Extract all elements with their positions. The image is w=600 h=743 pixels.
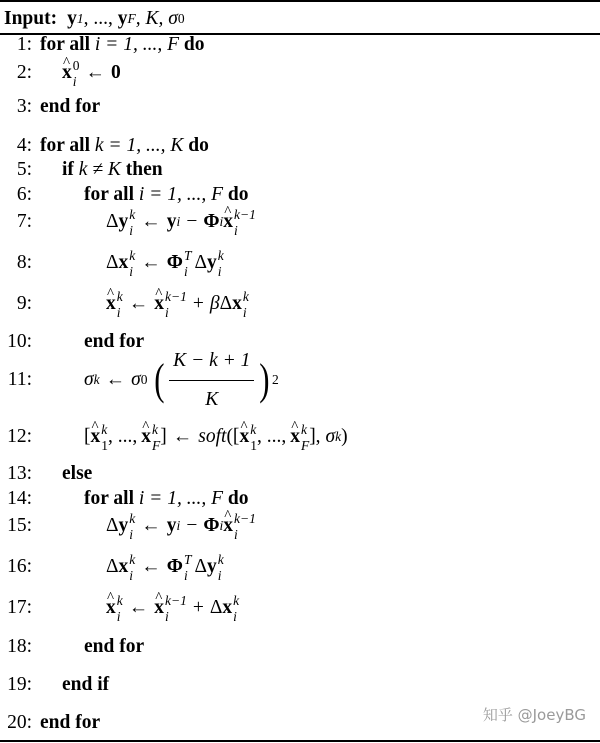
algo-line-10 <box>0 325 600 359</box>
arrow: ← <box>128 597 149 618</box>
delta-symbol: Δ <box>194 556 208 577</box>
keyword-do: do <box>227 184 249 205</box>
arrow: ← <box>85 62 105 83</box>
arrow: ← <box>141 556 161 577</box>
algo-line-18 <box>0 630 600 664</box>
algo-line-17: 17: ^ x k i ← ^ x k−1 i + Δ x k i <box>0 591 600 625</box>
arrow: ← <box>141 252 161 273</box>
input-ellipsis: , ..., <box>83 8 118 29</box>
keyword-end-for: end for <box>40 96 101 117</box>
delta-symbol: Δ <box>106 556 119 577</box>
phi-symbol: Φ <box>166 556 183 577</box>
x-hat: ^ x <box>62 56 72 90</box>
minus: − <box>186 515 198 536</box>
plus: + <box>192 293 204 314</box>
algo-line-3 <box>0 90 600 124</box>
delta-symbol: Δ <box>219 293 233 314</box>
delta-symbol: Δ <box>106 515 119 536</box>
line-number: 4: <box>16 135 32 156</box>
plus: + <box>192 597 204 618</box>
input-yF: y <box>117 8 128 29</box>
keyword-end-for: end for <box>84 331 145 352</box>
arrow: ← <box>141 515 161 536</box>
keyword-else: else <box>62 463 93 484</box>
line-number: 2: <box>16 62 32 83</box>
zero-vector: 0 <box>111 62 121 83</box>
line-number: 12: <box>7 426 32 447</box>
fraction-denominator: K <box>205 388 219 410</box>
fraction-numerator: K − k + 1 <box>169 344 254 381</box>
sup-square: 2 <box>272 372 279 387</box>
line-number: 5: <box>16 159 32 180</box>
sup-k-minus-1: k−1 <box>234 510 256 526</box>
algo-line-8: 8: Δ x k i ← Φ T i Δ y k i <box>0 246 600 280</box>
keyword-then: then <box>125 159 163 180</box>
keyword-end-if: end if <box>62 674 110 695</box>
watermark: 知乎 @JoeyBG <box>482 706 586 724</box>
input-label: Input: <box>4 8 58 29</box>
line-number: 1: <box>16 34 32 55</box>
algo-line-9: 9: ^ x k i ← ^ x k−1 i + β Δ x k i <box>0 287 600 321</box>
math-i-range: i = 1, ..., F <box>94 34 180 55</box>
soft-function: soft <box>198 426 227 447</box>
line-number: 13: <box>7 463 32 484</box>
phi-symbol: Φ <box>203 515 220 536</box>
bottom-rule <box>0 740 600 742</box>
arrow: ← <box>141 211 161 232</box>
line-number: 20: <box>7 712 32 733</box>
delta-symbol: Δ <box>106 211 119 232</box>
line-number: 11: <box>7 369 32 390</box>
math-i-range: i = 1, ..., F <box>138 184 224 205</box>
delta-symbol: Δ <box>209 597 223 618</box>
line-number: 3: <box>16 96 32 117</box>
phi-symbol: Φ <box>166 252 183 273</box>
input-K: , K, <box>135 8 169 29</box>
input-sigma: σ <box>168 8 178 29</box>
minus: − <box>186 211 198 232</box>
math-k-range: k = 1, ..., K <box>94 135 184 156</box>
left-paren: ( <box>153 355 164 404</box>
line-number: 6: <box>16 184 32 205</box>
line-number: 10: <box>7 331 32 352</box>
delta-symbol: Δ <box>194 252 208 273</box>
keyword-for-all: for all <box>40 135 91 156</box>
line-number: 19: <box>7 674 32 695</box>
keyword-do: do <box>183 34 205 55</box>
sup-k-minus-1: k−1 <box>234 206 256 222</box>
math-k-neq-K: k ≠ K <box>78 159 121 180</box>
beta-symbol: β <box>209 293 220 314</box>
line-number: 7: <box>16 211 32 232</box>
delta-symbol: Δ <box>106 252 119 273</box>
keyword-if: if <box>62 159 74 180</box>
keyword-for-all: for all <box>84 184 135 205</box>
sup-zero: 0 <box>72 57 80 73</box>
line-number: 16: <box>7 556 32 577</box>
arrow: ← <box>128 293 149 314</box>
sup-k-minus-1: k−1 <box>165 592 187 608</box>
arrow: ← <box>172 426 193 447</box>
line-number: 8: <box>16 252 32 273</box>
algo-line-11: 11: σ k ← σ 0 ( $\frac{K - k + 1}{K}$ ) 2 <box>0 363 600 397</box>
line-number: 9: <box>16 293 32 314</box>
algo-line-2: 2: ^ x 0 i ← 0 <box>0 56 600 90</box>
algo-line-16: 16: Δ x k i ← Φ T i Δ y k i <box>7 551 224 583</box>
algo-line-15: 15: Δ y k i ← y i − Φ i ^ x k−1 i <box>0 509 600 543</box>
line-number: 14: <box>7 488 32 509</box>
right-paren: ) <box>259 355 270 404</box>
keyword-for-all: for all <box>40 34 91 55</box>
line-number: 18: <box>7 636 32 657</box>
algo-line-19 <box>0 668 600 702</box>
algo-line-7: 7: Δ y k i ← y i − Φ i ^ x k−1 i <box>0 205 600 239</box>
input-yF-sub: F <box>127 11 136 26</box>
keyword-end-for: end for <box>84 636 145 657</box>
keyword-end-for: end for <box>40 712 101 733</box>
keyword-do: do <box>227 488 249 509</box>
phi-symbol: Φ <box>203 211 220 232</box>
line-number: 15: <box>7 515 32 536</box>
input-y1: y <box>67 8 77 29</box>
line-number: 17: <box>7 597 32 618</box>
arrow: ← <box>105 369 126 390</box>
input-sigma-sub: 0 <box>177 11 185 26</box>
keyword-do: do <box>188 135 209 156</box>
fraction <box>169 344 254 417</box>
math-i-range: i = 1, ..., F <box>138 488 224 509</box>
algo-line-12: 12: [ ^ x k 1 , ..., ^ x k F ] ← soft ([ ^ x k 1 , ..., ^ x k F ], σ k ) <box>0 420 600 454</box>
keyword-for-all: for all <box>84 488 135 509</box>
sup-k-minus-1: k−1 <box>165 288 187 304</box>
input-y1-sub: 1 <box>76 11 84 26</box>
